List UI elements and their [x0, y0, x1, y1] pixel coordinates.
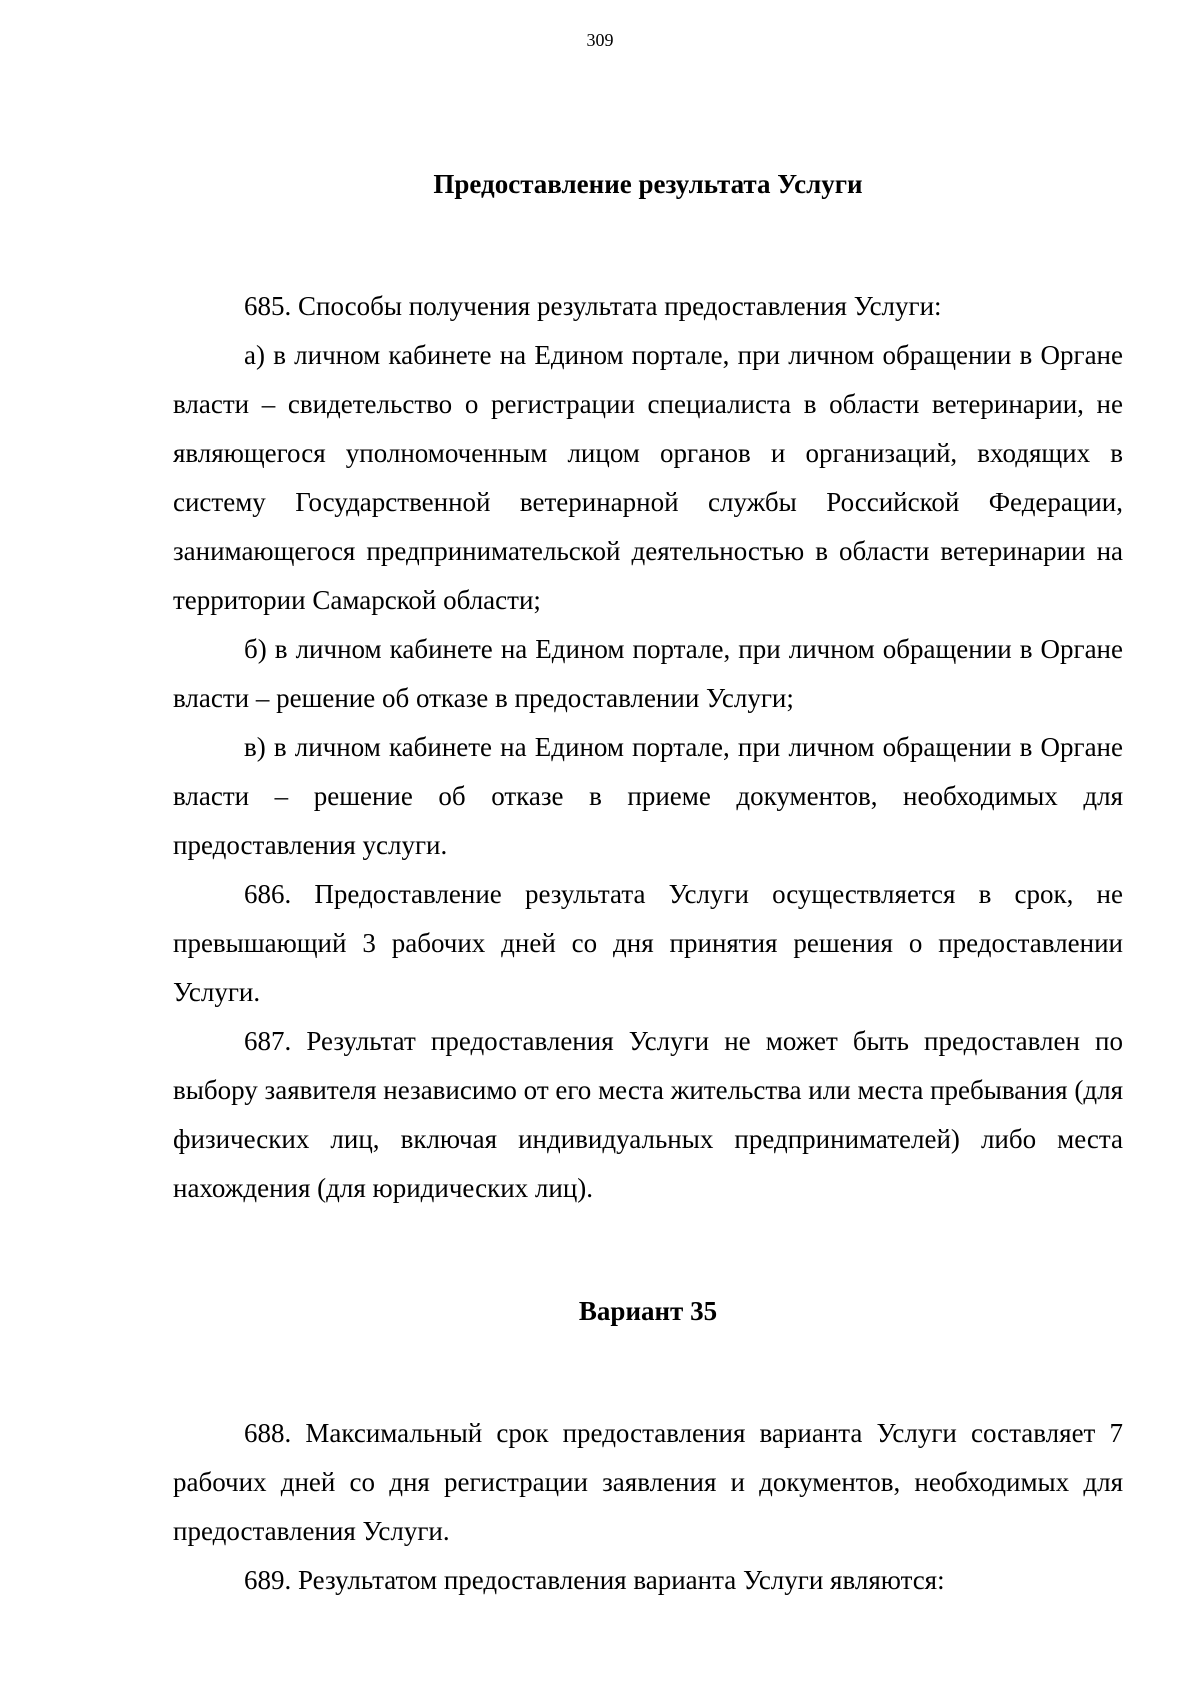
paragraph-685-v: в) в личном кабинете на Едином портале, при личном обращении в Органе власти – решение об отказе в приеме документов, необходимых для предоставления услуги. [173, 732, 1123, 860]
paragraph-687: 687. Результат предоставления Услуги не может быть предоставлен по выбору заявителя независимо от его места жительства или места пребывания (для физических лиц, включая индивидуальных предпринимателей) либо места нахождения (для юридических лиц). [173, 1026, 1123, 1203]
paragraph-689: 689. Результатом предоставления варианта Услуги являются: [244, 1565, 945, 1595]
document-body [173, 160, 1123, 1605]
section-heading-variant-35: Вариант 35 [578, 1296, 718, 1326]
section-heading-result-provision: Предоставление результата Услуги [433, 169, 863, 199]
paragraph-685: 685. Способы получения результата предоставления Услуги: [244, 291, 942, 321]
paragraph-688: 688. Максимальный срок предоставления варианта Услуги составляет 7 рабочих дней со дня регистрации заявления и документов, необходимых для предоставления Услуги. [173, 1418, 1123, 1546]
paragraph-685-a: а) в личном кабинете на Едином портале, при личном обращении в Органе власти – свидетельство о регистрации специалиста в области ветеринарии, не являющегося уполномоченным лицом органов и организаций, входящих в систему Государственной ветеринарной службы Российской Федерации, занимающегося предпринимательской деятельностью в области ветеринарии на территории Самарской области; [173, 340, 1123, 615]
paragraph-686: 686. Предоставление результата Услуги осуществляется в срок, не превышающий 3 рабочих дней со дня принятия решения о предоставлении Услуги. [173, 879, 1123, 1007]
page-number: 309 [586, 30, 614, 50]
paragraph-685-b: б) в личном кабинете на Едином портале, при личном обращении в Органе власти – решение об отказе в предоставлении Услуги; [173, 634, 1123, 713]
